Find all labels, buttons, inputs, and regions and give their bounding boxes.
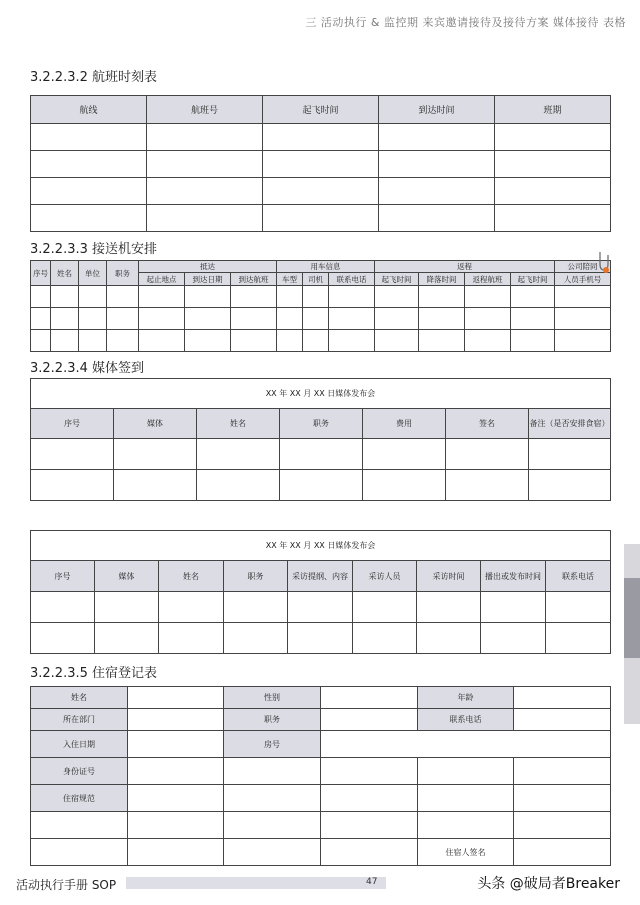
empty-cell[interactable]	[147, 178, 263, 205]
column-header: 采访时间	[417, 561, 481, 592]
empty-cell[interactable]	[363, 439, 446, 470]
column-header: 签名	[446, 409, 529, 439]
group-header: 公司陪同	[555, 261, 611, 273]
empty-cell[interactable]	[495, 205, 611, 232]
column-header: 返程航班	[465, 273, 511, 286]
column-header: 到达时间	[379, 96, 495, 124]
column-header: 联系电话	[546, 561, 611, 592]
empty-cell[interactable]	[514, 812, 611, 839]
column-header: 采访人员	[353, 561, 417, 592]
empty-cell[interactable]	[147, 151, 263, 178]
empty-cell[interactable]	[263, 178, 379, 205]
table-row	[31, 592, 611, 623]
checkin-label: 入住日期	[31, 731, 128, 758]
column-header: 采访提纲、内容	[288, 561, 353, 592]
column-header: 职务	[107, 261, 139, 286]
empty-cell[interactable]	[555, 308, 611, 330]
empty-cell[interactable]	[418, 758, 514, 785]
column-header: 职务	[280, 409, 363, 439]
table-row	[31, 205, 611, 232]
empty-cell[interactable]	[363, 470, 446, 501]
column-header: 起飞时间	[511, 273, 555, 286]
empty-cell[interactable]	[321, 812, 418, 839]
column-header: 联系电话	[329, 273, 375, 286]
checkin-field[interactable]	[128, 731, 224, 758]
empty-cell[interactable]	[379, 151, 495, 178]
empty-cell[interactable]	[514, 785, 611, 812]
empty-cell[interactable]	[303, 308, 329, 330]
empty-cell[interactable]	[51, 330, 79, 352]
name-label: 姓名	[31, 687, 128, 709]
dept-field[interactable]	[128, 709, 224, 731]
header-title: 三 活动执行 & 监控期 来宾邀请接待及接待方案 媒体接待 表格	[305, 16, 626, 29]
empty-cell[interactable]	[277, 308, 303, 330]
page-number: 47	[366, 877, 378, 887]
empty-cell[interactable]	[419, 308, 465, 330]
empty-cell[interactable]	[465, 330, 511, 352]
empty-cell[interactable]	[139, 330, 185, 352]
column-header: 播出或发布时间	[481, 561, 546, 592]
empty-cell[interactable]	[481, 592, 546, 623]
empty-cell[interactable]	[185, 308, 231, 330]
empty-cell[interactable]	[495, 151, 611, 178]
empty-cell[interactable]	[31, 592, 95, 623]
paperclip-icon	[596, 250, 610, 274]
phone-label: 联系电话	[418, 709, 514, 731]
column-header: 降落时间	[419, 273, 465, 286]
manual-title: 活动执行手册 SOP	[16, 878, 117, 892]
empty-cell[interactable]	[31, 812, 128, 839]
column-header: 姓名	[159, 561, 224, 592]
empty-cell[interactable]	[107, 330, 139, 352]
empty-cell[interactable]	[95, 623, 159, 654]
empty-cell[interactable]	[31, 470, 114, 501]
empty-cell[interactable]	[277, 286, 303, 308]
empty-cell[interactable]	[159, 623, 224, 654]
gender-field[interactable]	[321, 687, 418, 709]
table-title: XX 年 XX 月 XX 日媒体发布会	[31, 531, 611, 561]
pickup-heading: 3.2.2.3.3 接送机安排	[30, 242, 158, 257]
group-header: 抵达	[139, 261, 277, 273]
empty-cell[interactable]	[224, 623, 288, 654]
empty-cell[interactable]	[321, 839, 418, 866]
media-signin-heading: 3.2.2.3.4 媒体签到	[30, 361, 145, 376]
empty-cell[interactable]	[419, 330, 465, 352]
empty-cell[interactable]	[329, 330, 375, 352]
empty-cell[interactable]	[114, 439, 197, 470]
empty-cell[interactable]	[465, 308, 511, 330]
empty-cell[interactable]	[529, 439, 611, 470]
table-row	[31, 439, 611, 470]
empty-cell[interactable]	[555, 286, 611, 308]
column-header: 职务	[224, 561, 288, 592]
empty-cell[interactable]	[495, 124, 611, 151]
table-row	[31, 623, 611, 654]
column-header: 序号	[31, 409, 114, 439]
id-label: 身份证号	[31, 758, 128, 785]
empty-cell[interactable]	[321, 785, 418, 812]
empty-cell[interactable]	[79, 286, 107, 308]
empty-cell[interactable]	[185, 330, 231, 352]
signature-label: 住宿人签名	[418, 839, 514, 866]
empty-cell[interactable]	[31, 839, 128, 866]
column-header: 媒体	[95, 561, 159, 592]
empty-cell[interactable]	[379, 205, 495, 232]
empty-cell[interactable]	[107, 308, 139, 330]
empty-cell[interactable]	[288, 623, 353, 654]
empty-cell[interactable]	[418, 812, 514, 839]
empty-cell[interactable]	[514, 758, 611, 785]
empty-cell[interactable]	[147, 205, 263, 232]
empty-cell[interactable]	[197, 470, 280, 501]
column-header: 到达日期	[185, 273, 231, 286]
empty-cell[interactable]	[31, 330, 51, 352]
empty-cell[interactable]	[546, 623, 611, 654]
empty-cell[interactable]	[465, 286, 511, 308]
empty-cell[interactable]	[288, 592, 353, 623]
empty-cell[interactable]	[79, 330, 107, 352]
empty-cell[interactable]	[546, 592, 611, 623]
empty-cell[interactable]	[31, 178, 147, 205]
empty-cell[interactable]	[375, 330, 419, 352]
column-header: 姓名	[51, 261, 79, 286]
table-title: XX 年 XX 月 XX 日媒体发布会	[31, 379, 611, 409]
empty-cell[interactable]	[329, 286, 375, 308]
empty-cell[interactable]	[231, 286, 277, 308]
id-field[interactable]	[128, 758, 224, 785]
dept-label: 所在部门	[31, 709, 128, 731]
column-header: 序号	[31, 561, 95, 592]
empty-cell[interactable]	[375, 308, 419, 330]
column-header: 起飞时间	[263, 96, 379, 124]
empty-cell[interactable]	[128, 839, 224, 866]
table-row	[31, 286, 611, 308]
page-footer	[0, 873, 640, 895]
empty-cell[interactable]	[224, 812, 321, 839]
empty-cell[interactable]	[417, 623, 481, 654]
empty-cell[interactable]	[51, 286, 79, 308]
column-header: 起飞时间	[375, 273, 419, 286]
empty-cell[interactable]	[224, 839, 321, 866]
lodging-table	[30, 686, 611, 866]
table-row	[31, 151, 611, 178]
empty-cell[interactable]	[263, 205, 379, 232]
empty-cell[interactable]	[79, 308, 107, 330]
empty-cell[interactable]	[529, 470, 611, 501]
empty-cell[interactable]	[353, 592, 417, 623]
column-header: 起止地点	[139, 273, 185, 286]
media-signin-table	[30, 378, 611, 501]
empty-cell[interactable]	[159, 592, 224, 623]
side-tab-marker	[624, 578, 640, 658]
empty-cell[interactable]	[263, 151, 379, 178]
empty-cell[interactable]	[197, 439, 280, 470]
empty-cell[interactable]	[139, 308, 185, 330]
empty-cell[interactable]	[263, 124, 379, 151]
empty-cell[interactable]	[114, 470, 197, 501]
table-row	[31, 330, 611, 352]
empty-cell[interactable]	[280, 470, 363, 501]
room-field[interactable]	[321, 731, 611, 758]
column-header: 航班号	[147, 96, 263, 124]
gender-label: 性别	[224, 687, 321, 709]
empty-cell[interactable]	[224, 758, 321, 785]
empty-cell[interactable]	[321, 758, 418, 785]
empty-cell[interactable]	[31, 151, 147, 178]
room-label: 房号	[224, 731, 321, 758]
empty-cell[interactable]	[446, 470, 529, 501]
age-label: 年龄	[418, 687, 514, 709]
column-header: 备注（是否安排食宿）	[529, 409, 611, 439]
table-row	[31, 178, 611, 205]
signature-field[interactable]	[514, 839, 611, 866]
group-header: 返程	[375, 261, 555, 273]
phone-field[interactable]	[514, 709, 611, 731]
pickup-table	[30, 260, 611, 352]
empty-cell[interactable]	[555, 330, 611, 352]
column-header: 车型	[277, 273, 303, 286]
empty-cell[interactable]	[51, 308, 79, 330]
rules-label: 住宿规范	[31, 785, 128, 812]
title-field[interactable]	[321, 709, 418, 731]
column-header: 序号	[31, 261, 51, 286]
watermark: 头条 @破局者Breaker	[477, 876, 620, 892]
empty-cell[interactable]	[418, 785, 514, 812]
empty-cell[interactable]	[128, 812, 224, 839]
table-row	[31, 308, 611, 330]
side-tab	[624, 544, 640, 724]
empty-cell[interactable]	[379, 178, 495, 205]
empty-cell[interactable]	[329, 308, 375, 330]
empty-cell[interactable]	[95, 592, 159, 623]
column-header: 姓名	[197, 409, 280, 439]
empty-cell[interactable]	[277, 330, 303, 352]
empty-cell[interactable]	[107, 286, 139, 308]
empty-cell[interactable]	[31, 623, 95, 654]
flight-schedule-table	[30, 95, 611, 232]
empty-cell[interactable]	[31, 205, 147, 232]
lodging-heading: 3.2.2.3.5 住宿登记表	[30, 666, 158, 681]
column-header: 人员手机号	[555, 273, 611, 286]
empty-cell[interactable]	[31, 124, 147, 151]
empty-cell[interactable]	[446, 439, 529, 470]
table-row	[31, 470, 611, 501]
empty-cell[interactable]	[417, 592, 481, 623]
footer-bar	[126, 877, 386, 889]
empty-cell[interactable]	[231, 330, 277, 352]
empty-cell[interactable]	[31, 308, 51, 330]
empty-cell[interactable]	[185, 286, 231, 308]
column-header: 费用	[363, 409, 446, 439]
empty-cell[interactable]	[147, 124, 263, 151]
empty-cell[interactable]	[511, 308, 555, 330]
column-header: 航线	[31, 96, 147, 124]
empty-cell[interactable]	[231, 308, 277, 330]
empty-cell[interactable]	[481, 623, 546, 654]
empty-cell[interactable]	[495, 178, 611, 205]
column-header: 媒体	[114, 409, 197, 439]
column-header: 司机	[303, 273, 329, 286]
empty-cell[interactable]	[511, 330, 555, 352]
flight-schedule-heading: 3.2.2.3.2 航班时刻表	[30, 70, 158, 85]
table-row	[31, 124, 611, 151]
media-interview-table	[30, 530, 611, 654]
empty-cell[interactable]	[31, 439, 114, 470]
empty-cell[interactable]	[224, 592, 288, 623]
title-label: 职务	[224, 709, 321, 731]
age-field[interactable]	[514, 687, 611, 709]
empty-cell[interactable]	[379, 124, 495, 151]
empty-cell[interactable]	[353, 623, 417, 654]
empty-cell[interactable]	[303, 330, 329, 352]
empty-cell[interactable]	[280, 439, 363, 470]
empty-cell[interactable]	[419, 286, 465, 308]
column-header: 班期	[495, 96, 611, 124]
name-field[interactable]	[128, 687, 224, 709]
empty-cell[interactable]	[511, 286, 555, 308]
group-header: 用车信息	[277, 261, 375, 273]
empty-cell[interactable]	[139, 286, 185, 308]
column-header: 单位	[79, 261, 107, 286]
empty-cell[interactable]	[303, 286, 329, 308]
empty-cell[interactable]	[31, 286, 51, 308]
empty-cell[interactable]	[224, 785, 321, 812]
page-header	[0, 10, 640, 34]
empty-cell[interactable]	[375, 286, 419, 308]
rules-field[interactable]	[128, 785, 224, 812]
column-header: 到达航班	[231, 273, 277, 286]
